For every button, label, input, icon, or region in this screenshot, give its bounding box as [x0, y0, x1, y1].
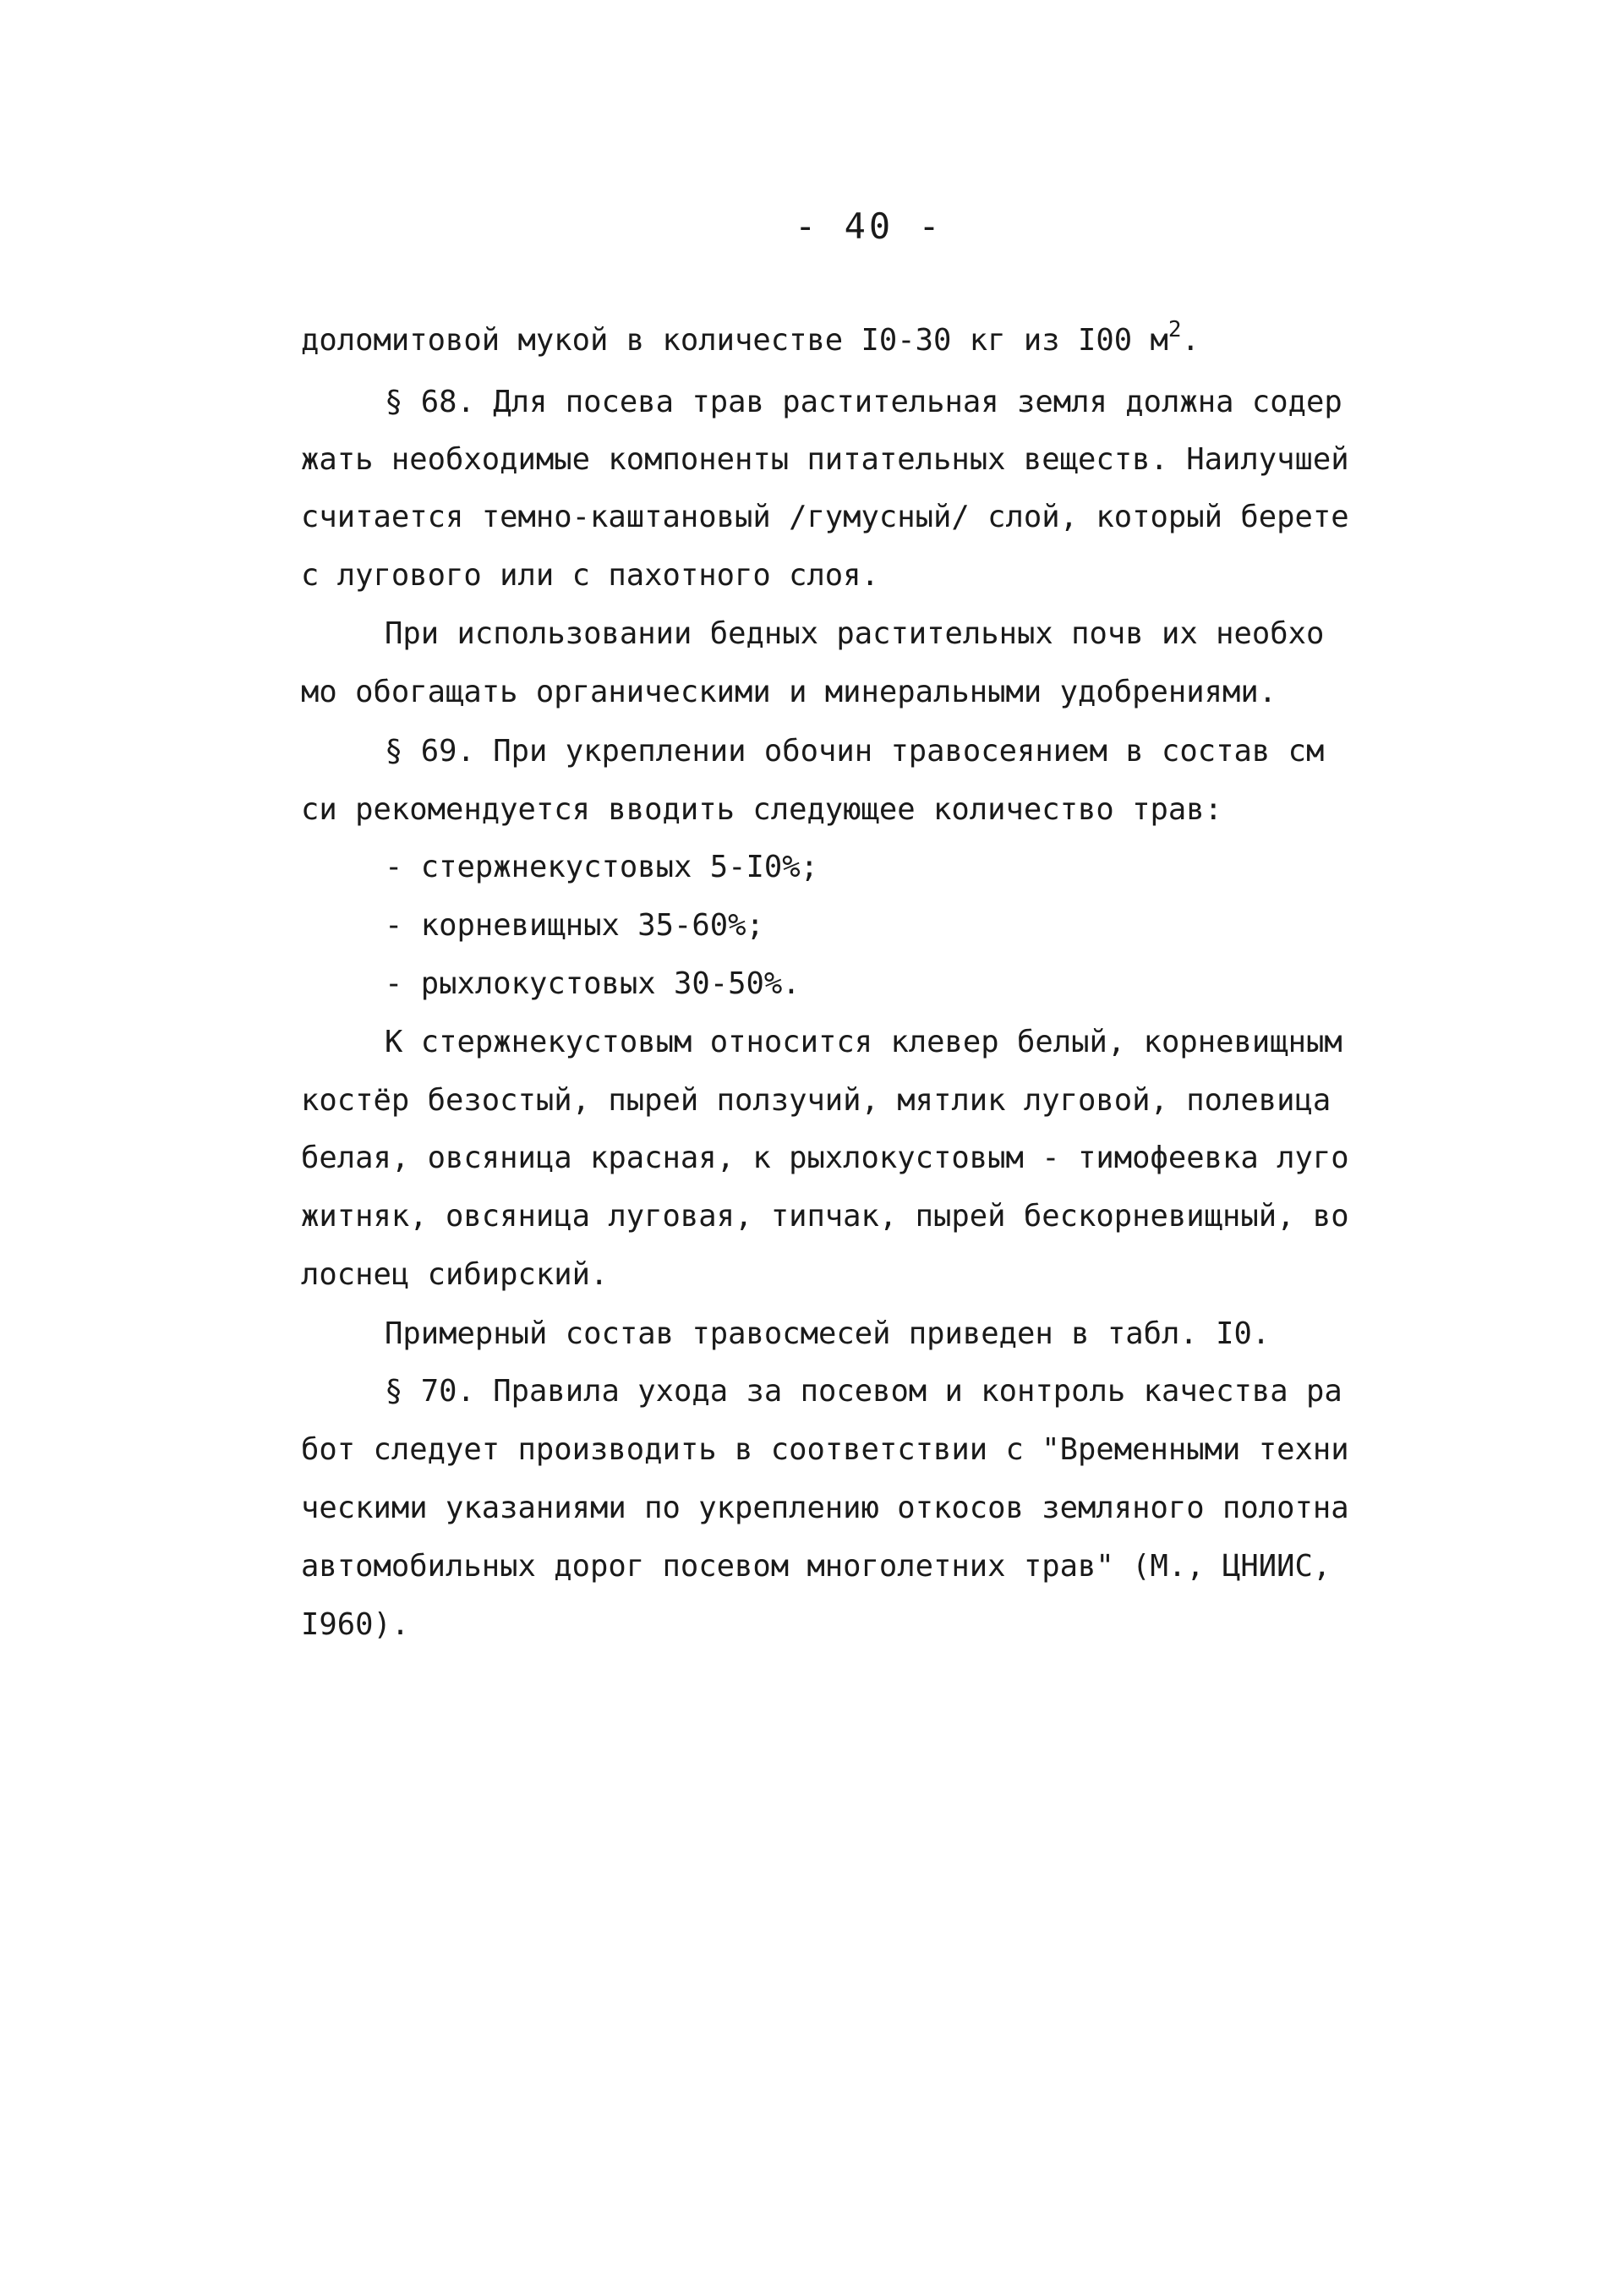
- text-line: костёр безостый, пырей ползучий, мятлик луговой, полевица: [301, 1083, 1331, 1118]
- paragraph-start: К стержнекустовым относится клевер белый, корневищным: [385, 1025, 1342, 1059]
- page-number: - 40 -: [795, 205, 943, 247]
- text-line: житняк, овсяница луговая, типчак, пырей бескорневищный, во: [301, 1199, 1349, 1234]
- text-line: доломитовой мукой в количестве I0-30 кг из I00 $м^2$.: [301, 317, 1200, 358]
- list-item: - рыхлокустовых 30-50%.: [385, 966, 801, 1001]
- text-line: ческими указаниями по укреплению откосов земляного полотна: [301, 1491, 1349, 1525]
- superscript: 2: [1167, 317, 1182, 342]
- paragraph-68-start: § 68. Для посева трав растительная земля должна содер: [385, 385, 1342, 419]
- text-line: I960).: [301, 1607, 410, 1642]
- text-line: считается темно-каштановый /гумусный/ слой, который берете: [301, 500, 1349, 534]
- list-item: - корневищных 35-60%;: [385, 908, 764, 943]
- text-line: жать необходимые компоненты питательных веществ. Наилучшей: [301, 442, 1349, 477]
- paragraph-start: Примерный состав травосмесей приведен в табл. I0.: [385, 1316, 1271, 1351]
- text-line: лоснец сибирский.: [301, 1257, 609, 1292]
- paragraph-70-start: § 70. Правила ухода за посевом и контроль качества ра: [385, 1374, 1342, 1409]
- text-line: белая, овсяница красная, к рыхлокустовым - тимофеевка луго: [301, 1141, 1349, 1175]
- paragraph-start: При использовании бедных растительных почв их необхо: [385, 616, 1325, 651]
- text-line: бот следует производить в соответствии с "Временными техни: [301, 1432, 1349, 1467]
- paragraph-69-start: § 69. При укреплении обочин травосеянием в состав см: [385, 734, 1325, 769]
- text-line: си рекомендуется вводить следующее количество трав:: [301, 792, 1223, 827]
- text-line: мо обогащать органическими и минеральными удобрениями.: [301, 675, 1277, 709]
- text-line: с лугового или с пахотного слоя.: [301, 558, 879, 593]
- list-item: - стержнекустовых 5-I0%;: [385, 850, 818, 884]
- text-line: автомобильных дорог посевом многолетних трав" (М., ЦНИИС,: [301, 1549, 1331, 1584]
